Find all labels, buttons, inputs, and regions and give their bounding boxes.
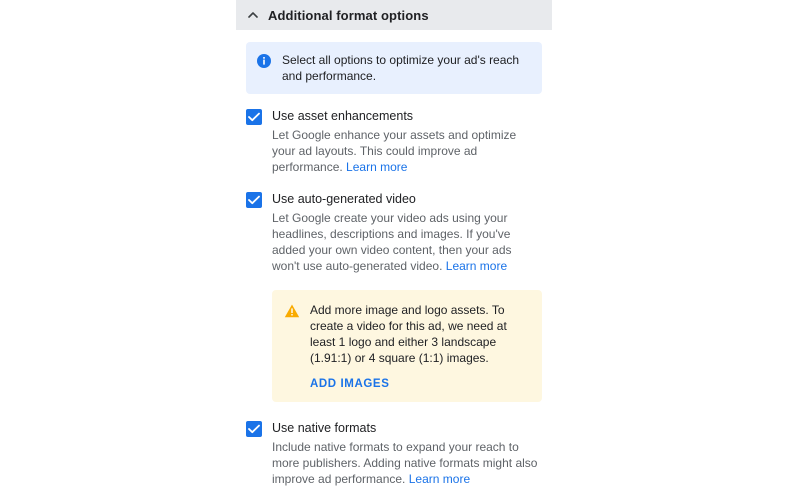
info-icon <box>256 53 272 69</box>
additional-format-options-panel <box>236 0 552 503</box>
option-auto-generated-video <box>246 191 542 274</box>
warning-row <box>284 302 528 366</box>
option-description-auto-generated-video <box>272 210 542 274</box>
option-native-formats <box>246 420 542 487</box>
add-images-button[interactable]: ADD IMAGES <box>310 378 390 390</box>
learn-more-link-auto-generated-video[interactable]: Learn more <box>445 259 508 273</box>
info-banner-text: Select all options to optimize your ad's reach and performance. <box>282 53 520 83</box>
option-description-text: Include native formats to expand your reach to more publishers. Adding native formats might also improve ad performance. <box>272 440 538 486</box>
option-description-text: Let Google create your video ads using your headlines, descriptions and images. If you've added your own video content, then your ads won't use auto-generated video. <box>272 211 512 273</box>
checkbox-auto-generated-video[interactable] <box>246 192 262 208</box>
option-body <box>272 420 542 487</box>
learn-more-link-asset-enhancements[interactable]: Learn more <box>346 160 408 174</box>
warning-card <box>272 290 542 402</box>
option-asset-enhancements <box>246 108 542 175</box>
option-description-asset-enhancements <box>272 127 542 175</box>
option-label-auto-generated-video: Use auto-generated video <box>272 192 416 206</box>
section-title: Additional format options <box>268 7 429 23</box>
options-list <box>236 108 552 487</box>
section-header-additional-format-options[interactable] <box>236 0 552 30</box>
option-body <box>272 191 542 274</box>
info-banner <box>246 42 542 94</box>
warning-text: Add more image and logo assets. To create a video for this ad, we need at least 1 logo and either 3 landscape (1.91:1) or 4 square (1:1) images. <box>310 303 507 365</box>
chevron-up-icon[interactable] <box>246 8 260 22</box>
option-body <box>272 108 542 175</box>
option-label-asset-enhancements: Use asset enhancements <box>272 109 414 123</box>
learn-more-link-native-formats[interactable]: Learn more <box>408 472 471 486</box>
checkbox-native-formats[interactable] <box>246 421 262 437</box>
option-description-text: Let Google enhance your assets and optimize your ad layouts. This could improve ad performance. <box>272 128 517 174</box>
option-description-native-formats <box>272 439 542 487</box>
checkbox-asset-enhancements[interactable] <box>246 109 262 125</box>
option-label-native-formats: Use native formats <box>272 421 377 435</box>
warning-triangle-icon <box>284 303 300 319</box>
